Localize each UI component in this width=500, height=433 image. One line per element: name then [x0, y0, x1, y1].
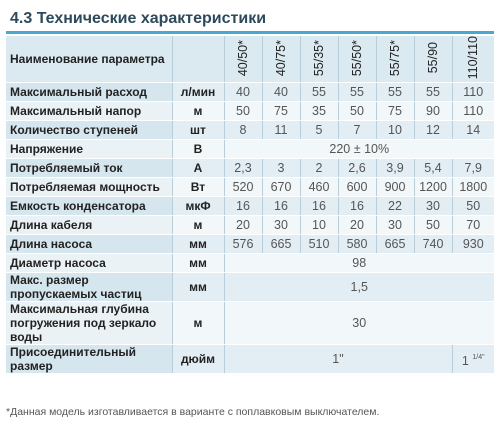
param-value: 55 [414, 83, 452, 102]
model-header [414, 36, 452, 83]
param-value: 40 [262, 83, 300, 102]
table-row [6, 235, 494, 254]
param-value: 11 [262, 121, 300, 140]
param-unit: Вт [172, 178, 224, 197]
param-value: 3,9 [376, 159, 414, 178]
param-value: 30 [376, 216, 414, 235]
param-value: 10 [300, 216, 338, 235]
param-value: 16 [338, 197, 376, 216]
param-value: 930 [452, 235, 494, 254]
param-value: 75 [376, 102, 414, 121]
param-value: 40 [224, 83, 262, 102]
param-value-merged: 1" [224, 345, 452, 374]
param-value: 665 [262, 235, 300, 254]
param-value: 75 [262, 102, 300, 121]
param-name: Длина насоса [6, 235, 172, 254]
param-value: 2,6 [338, 159, 376, 178]
param-unit: м [172, 216, 224, 235]
param-value: 5 [300, 121, 338, 140]
param-value: 50 [338, 102, 376, 121]
table-row [6, 273, 494, 302]
param-value: 30 [414, 197, 452, 216]
table-row [6, 140, 494, 159]
param-unit: В [172, 140, 224, 159]
param-value: 900 [376, 178, 414, 197]
param-unit: шт [172, 121, 224, 140]
param-unit: м [172, 102, 224, 121]
param-value: 55 [338, 83, 376, 102]
param-name: Диаметр насоса [6, 254, 172, 273]
model-header [452, 36, 494, 83]
param-value: 576 [224, 235, 262, 254]
param-value: 110 [452, 102, 494, 121]
param-value: 520 [224, 178, 262, 197]
param-name: Длина кабеля [6, 216, 172, 235]
param-unit: м [172, 302, 224, 345]
param-value: 7 [338, 121, 376, 140]
model-header [376, 36, 414, 83]
param-value: 90 [414, 102, 452, 121]
specs-table [6, 36, 494, 374]
param-value: 12 [414, 121, 452, 140]
param-value: 600 [338, 178, 376, 197]
param-value: 5,4 [414, 159, 452, 178]
param-value: 35 [300, 102, 338, 121]
value-fraction: 1/4" [472, 353, 485, 361]
param-value-merged: 220 ± 10% [224, 140, 494, 159]
param-unit: А [172, 159, 224, 178]
param-name-header: Наименование параметра [6, 36, 172, 83]
specs-body [6, 83, 494, 374]
param-name: Потребляемая мощность [6, 178, 172, 197]
param-value: 14 [452, 121, 494, 140]
model-header [224, 36, 262, 83]
model-header [262, 36, 300, 83]
value-integer: 1 [461, 353, 469, 368]
model-label: 55/50* [350, 39, 364, 76]
param-value [452, 345, 494, 374]
unit-header [172, 36, 224, 83]
param-value-merged: 98 [224, 254, 494, 273]
param-name: Потребляемый ток [6, 159, 172, 178]
param-value: 510 [300, 235, 338, 254]
param-value: 16 [300, 197, 338, 216]
param-value: 670 [262, 178, 300, 197]
param-name: Присоединительный размер [6, 345, 172, 374]
param-value: 50 [414, 216, 452, 235]
param-value: 10 [376, 121, 414, 140]
param-value: 50 [452, 197, 494, 216]
param-value-merged: 30 [224, 302, 494, 345]
param-value: 16 [262, 197, 300, 216]
param-name: Напряжение [6, 140, 172, 159]
param-value: 16 [224, 197, 262, 216]
header-row [6, 36, 494, 83]
model-header [300, 36, 338, 83]
param-value: 460 [300, 178, 338, 197]
table-row [6, 216, 494, 235]
param-value: 3 [262, 159, 300, 178]
param-value: 55 [376, 83, 414, 102]
param-value: 2,3 [224, 159, 262, 178]
table-row [6, 345, 494, 374]
model-label: 40/75* [274, 39, 288, 76]
model-label: 55/90 [426, 42, 440, 74]
param-unit: мм [172, 235, 224, 254]
param-value: 1800 [452, 178, 494, 197]
model-label: 55/75* [388, 39, 402, 76]
param-value: 22 [376, 197, 414, 216]
param-unit: мм [172, 254, 224, 273]
param-unit: мм [172, 273, 224, 302]
param-value: 740 [414, 235, 452, 254]
param-name: Количество ступеней [6, 121, 172, 140]
table-row [6, 197, 494, 216]
table-row [6, 121, 494, 140]
model-label: 55/35* [312, 39, 326, 76]
table-row [6, 159, 494, 178]
param-value-merged: 1,5 [224, 273, 494, 302]
param-value: 2 [300, 159, 338, 178]
param-value: 30 [262, 216, 300, 235]
table-row [6, 102, 494, 121]
param-value: 665 [376, 235, 414, 254]
table-row [6, 302, 494, 345]
param-name: Максимальная глубина погружения под зеркало воды [6, 302, 172, 345]
param-value: 55 [300, 83, 338, 102]
param-value: 1200 [414, 178, 452, 197]
footnote: *Данная модель изготавливается в варианте с поплавковым выключателем. [6, 406, 380, 418]
param-value: 110 [452, 83, 494, 102]
param-unit: л/мин [172, 83, 224, 102]
model-header [338, 36, 376, 83]
param-value: 580 [338, 235, 376, 254]
param-name: Максимальный расход [6, 83, 172, 102]
param-value: 70 [452, 216, 494, 235]
model-label: 110/110 [466, 36, 481, 80]
table-row [6, 178, 494, 197]
table-row [6, 83, 494, 102]
model-label: 40/50* [236, 39, 250, 76]
param-name: Емкость конденсатора [6, 197, 172, 216]
param-unit: мкФ [172, 197, 224, 216]
param-name: Максимальный напор [6, 102, 172, 121]
param-value: 50 [224, 102, 262, 121]
param-value: 7,9 [452, 159, 494, 178]
table-row [6, 254, 494, 273]
param-value: 20 [224, 216, 262, 235]
param-unit: дюйм [172, 345, 224, 374]
param-name: Макс. размер пропускаемых частиц [6, 273, 172, 302]
param-value: 20 [338, 216, 376, 235]
section-title: 4.3 Технические характеристики [6, 7, 494, 34]
param-value: 8 [224, 121, 262, 140]
